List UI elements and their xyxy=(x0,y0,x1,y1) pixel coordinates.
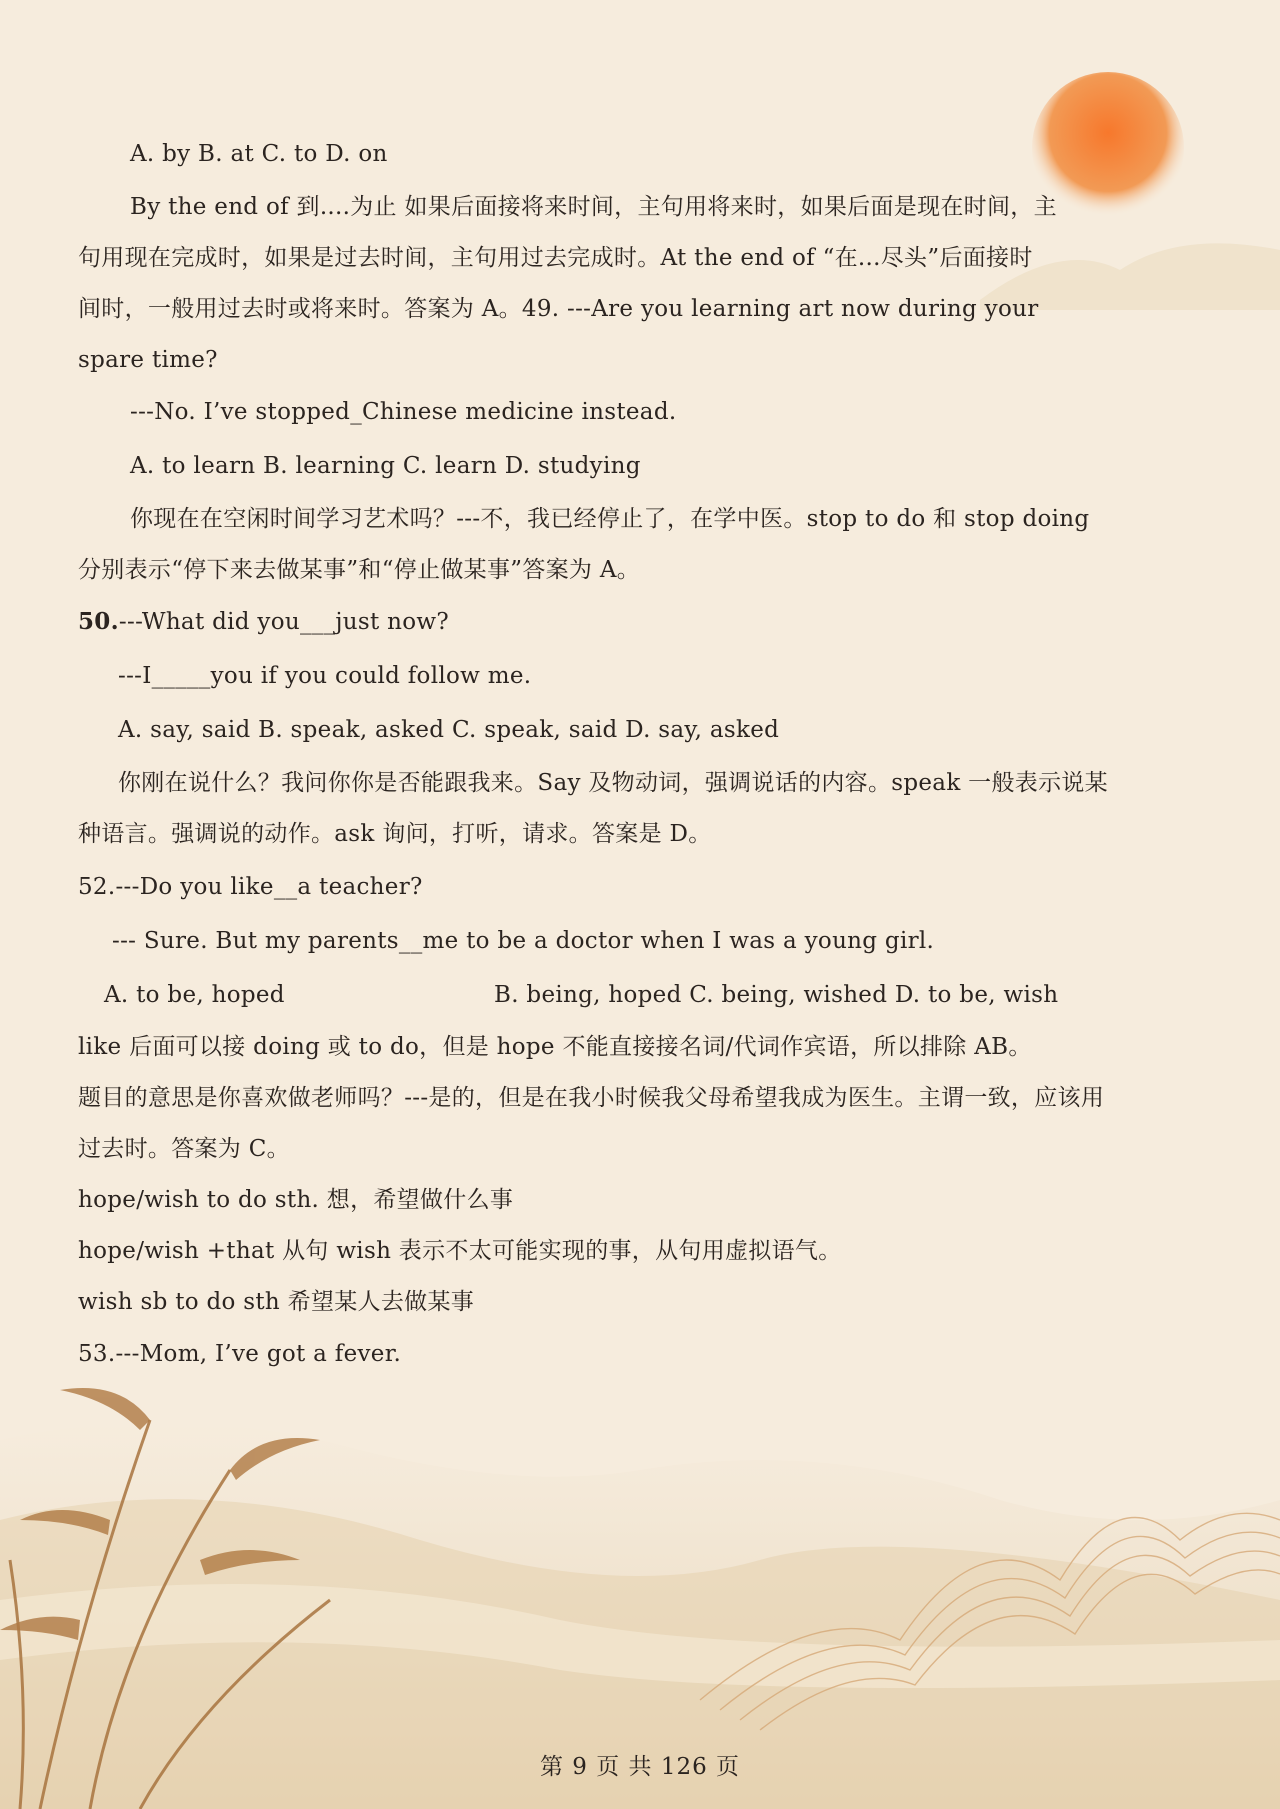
explanation-48-line3: 间时，一般用过去时或将来时。答案为 A。49. ---Are you learning art now during your xyxy=(78,296,1039,322)
question-53: 53.---Mom, I’ve got a fever. xyxy=(78,1341,402,1367)
question-49-answer: ---No. I’ve stopped_Chinese medicine instead. xyxy=(130,399,677,425)
explanation-50-line1: 你刚在说什么？我问你你是否能跟我来。Say 及物动词，强调说话的内容。speak 一般表示说某 xyxy=(118,770,1108,796)
answer-options-49: A. to learn B. learning C. learn D. studying xyxy=(130,453,641,479)
note-hope-wish-that: hope/wish +that 从句 wish 表示不太可能实现的事，从句用虚拟语气。 xyxy=(78,1238,842,1264)
answer-options-52-a: A. to be, hoped xyxy=(104,982,285,1008)
explanation-52-line3: 过去时。答案为 C。 xyxy=(78,1136,290,1162)
explanation-48-line1: By the end of 到....为止 如果后面接将来时间，主句用将来时，如果后面是现在时间，主 xyxy=(130,194,1057,220)
question-50-answer: ---I_____you if you could follow me. xyxy=(118,663,532,689)
answer-options-50: A. say, said B. speak, asked C. speak, said D. say, asked xyxy=(118,717,780,743)
answer-options-48: A. by B. at C. to D. on xyxy=(130,141,388,167)
explanation-52-line2: 题目的意思是你喜欢做老师吗？---是的，但是在我小时候我父母希望我成为医生。主谓一致，应该用 xyxy=(78,1085,1105,1111)
question-50-text: ---What did you___just now? xyxy=(118,609,450,635)
explanation-49-line1: 你现在在空闲时间学习艺术吗？---不，我已经停止了，在学中医。stop to do 和 stop doing xyxy=(130,506,1090,532)
note-wish-sb: wish sb to do sth 希望某人去做某事 xyxy=(78,1289,475,1315)
note-hope-wish-to-do: hope/wish to do sth. 想，希望做什么事 xyxy=(78,1187,514,1213)
explanation-50-line2: 种语言。强调说的动作。ask 询问，打听，请求。答案是 D。 xyxy=(78,821,712,847)
question-52-answer: --- Sure. But my parents__me to be a doctor when I was a young girl. xyxy=(112,928,935,954)
question-49-line2: spare time? xyxy=(78,347,218,373)
explanation-49-line2: 分别表示“停下来去做某事”和“停止做某事”答案为 A。 xyxy=(78,557,641,583)
answer-options-52-bcd: B. being, hoped C. being, wished D. to be, wish xyxy=(494,982,1059,1008)
explanation-52-line1: like 后面可以接 doing 或 to do，但是 hope 不能直接接名词/代词作宾语，所以排除 AB。 xyxy=(78,1034,1032,1060)
question-52: 52.---Do you like__a teacher? xyxy=(78,874,423,900)
page-footer: 第 9 页 共 126 页 xyxy=(539,1754,741,1780)
question-50-number: 50. xyxy=(78,608,119,635)
question-50 xyxy=(78,607,449,637)
explanation-48-line2: 句用现在完成时，如果是过去时间，主句用过去完成时。At the end of “在...尽头”后面接时 xyxy=(78,245,1033,271)
